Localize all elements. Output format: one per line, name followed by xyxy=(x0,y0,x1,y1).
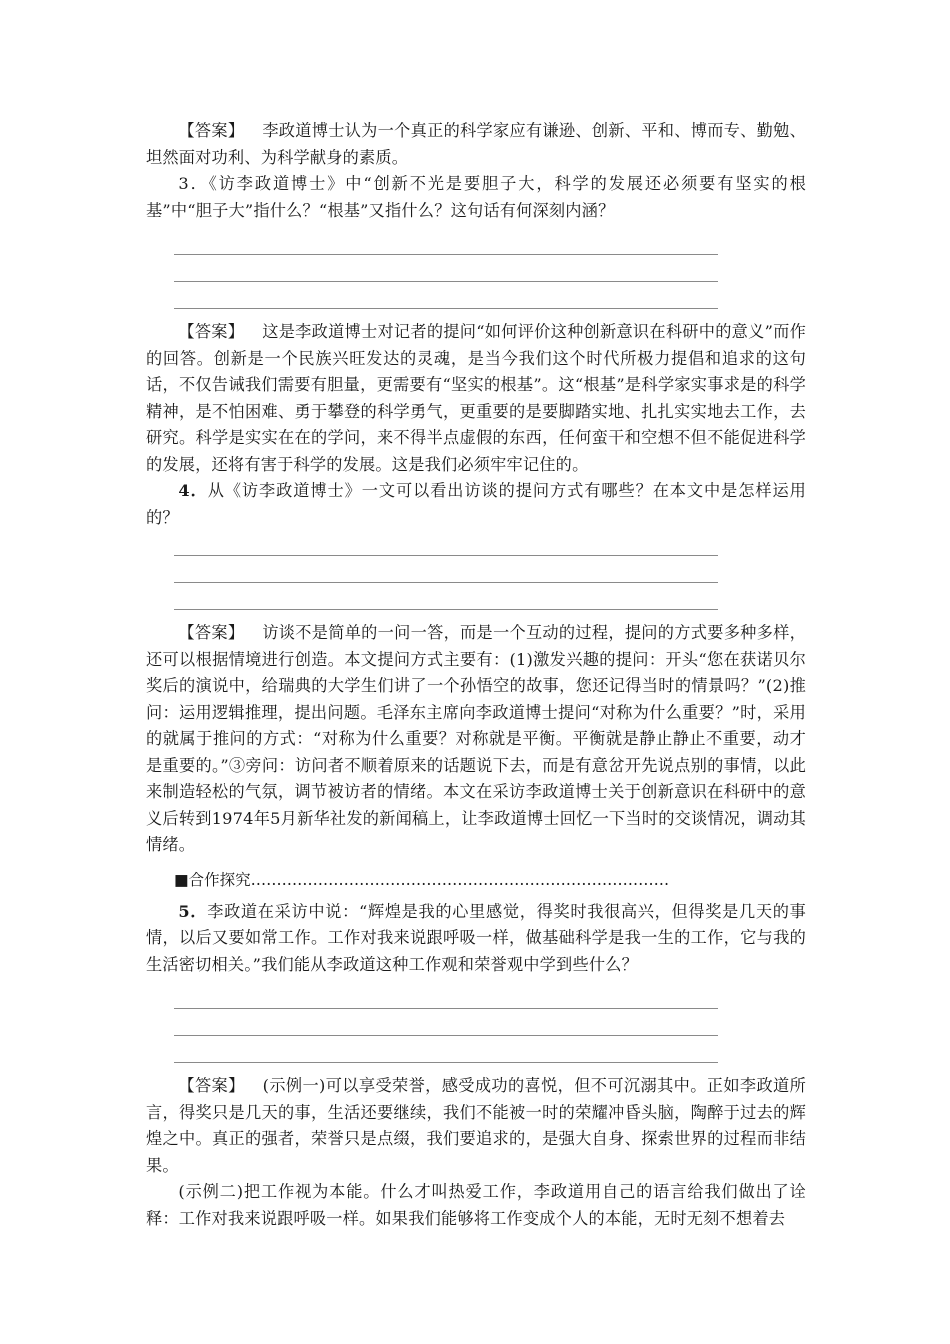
answer-label: 【答案】 xyxy=(178,121,245,140)
answer-label: 【答案】 xyxy=(178,623,245,642)
answer-line xyxy=(174,556,718,583)
answer-5 xyxy=(146,1073,806,1179)
answer-line xyxy=(174,1009,718,1036)
answer-lines-4 xyxy=(146,529,806,610)
answer-line xyxy=(174,228,718,255)
answer-line xyxy=(174,282,718,309)
answer-label: 【答案】 xyxy=(178,1076,245,1095)
question-5 xyxy=(146,899,806,979)
question-5-number: 5． xyxy=(178,901,208,921)
question-5-text: 李政道在采访中说：“辉煌是我的心里感觉，得奖时我很高兴，但得奖是几天的事情，以后又要如常工作。工作对我来说跟呼吸一样，做基础科学是我一生的工作，它与我的生活密切相关。”我们能从李政道这种工作观和荣誉观中学到些什么？ xyxy=(146,901,806,974)
answer-line xyxy=(174,1036,718,1063)
answer-5-text: (示例一)可以享受荣誉，感受成功的喜悦，但不可沉溺其中。正如李政道所言，得奖只是几天的事，生活还要继续，我们不能被一时的荣耀冲昏头脑，陶醉于过去的辉煌之中。真正的强者，荣誉只是点缀，我们要追求的，是强大自身、探索世界的过程而非结果。 xyxy=(146,1076,806,1175)
answer-line xyxy=(174,982,718,1009)
question-4-text: 从《访李政道博士》一文可以看出访谈的提问方式有哪些？在本文中是怎样运用的？ xyxy=(146,481,806,527)
answer-4 xyxy=(146,620,806,859)
answer-4-text: 访谈不是简单的一问一答，而是一个互动的过程，提问的方式要多种多样，还可以根据情境进行创造。本文提问方式主要有：(1)激发兴趣的提问：开头“您在获诺贝尔奖后的演说中，给瑞典的大学生们讲了一个孙悟空的故事，您还记得当时的情景吗？”(2)推问：运用逻辑推理，提出问题。毛泽东主席向李政道博士提问“对称为什么重要？”时，采用的就属于推问的方式：“对称为什么重要？对称就是平衡。平衡就是静止静止不重要，动才是重要的。”③旁问：访问者不顺着原来的话题说下去，而是有意岔开先说点别的事情，以此来制造轻松的气氛，调节被访者的情绪。本文在采访李政道博士关于创新意识在科研中的意义后转到1974年5月新华社发的新闻稿上，让李政道博士回忆一下当时的交谈情况，调动其情绪。 xyxy=(146,623,806,854)
question-4 xyxy=(146,478,806,531)
answer-line xyxy=(174,529,718,556)
section-heading: ■合作探究……………………………………………………………………… xyxy=(174,870,670,889)
example-2: (示例二)把工作视为本能。什么才叫热爱工作，李政道用自己的语言给我们做出了诠释：工作对我来说跟呼吸一样。如果我们能够将工作变成个人的本能，无时无刻不想着去 xyxy=(146,1182,806,1228)
answer-1 xyxy=(146,118,806,171)
answer-label: 【答案】 xyxy=(178,322,245,341)
answer-line xyxy=(174,583,718,610)
question-3-number: 3． xyxy=(178,174,209,193)
answer-3-text: 这是李政道博士对记者的提问“如何评价这种创新意识在科研中的意义”而作的回答。创新是一个民族兴旺发达的灵魂，是当今我们这个时代所极力提倡和追求的这句话，不仅告诫我们需要有胆量，更需要有“坚实的根基”。这“根基”是科学家实事求是的科学精神，是不怕困难、勇于攀登的科学勇气，更重要的是要脚踏实地、扎扎实实地去工作，去研究。科学是实实在在的学问，来不得半点虚假的东西，任何蛮干和空想不但不能促进科学的发展，还将有害于科学的发展。这是我们必须牢牢记住的。 xyxy=(146,322,806,474)
question-4-number: 4． xyxy=(178,481,208,500)
answer-1-text: 李政道博士认为一个真正的科学家应有谦逊、创新、平和、博而专、勤勉、坦然面对功利、为科学献身的素质。 xyxy=(146,121,806,167)
document-page xyxy=(146,0,806,1232)
question-3 xyxy=(146,171,806,224)
question-3-text: 《访李政道博士》中“创新不光是要胆子大，科学的发展还必须要有坚实的根基”中“胆子大”指什么？“根基”又指什么？这句话有何深刻内涵？ xyxy=(146,174,806,220)
answer-line xyxy=(174,255,718,282)
answer-3 xyxy=(146,319,806,478)
answer-lines-3 xyxy=(146,228,806,309)
answer-lines-5 xyxy=(146,982,806,1063)
